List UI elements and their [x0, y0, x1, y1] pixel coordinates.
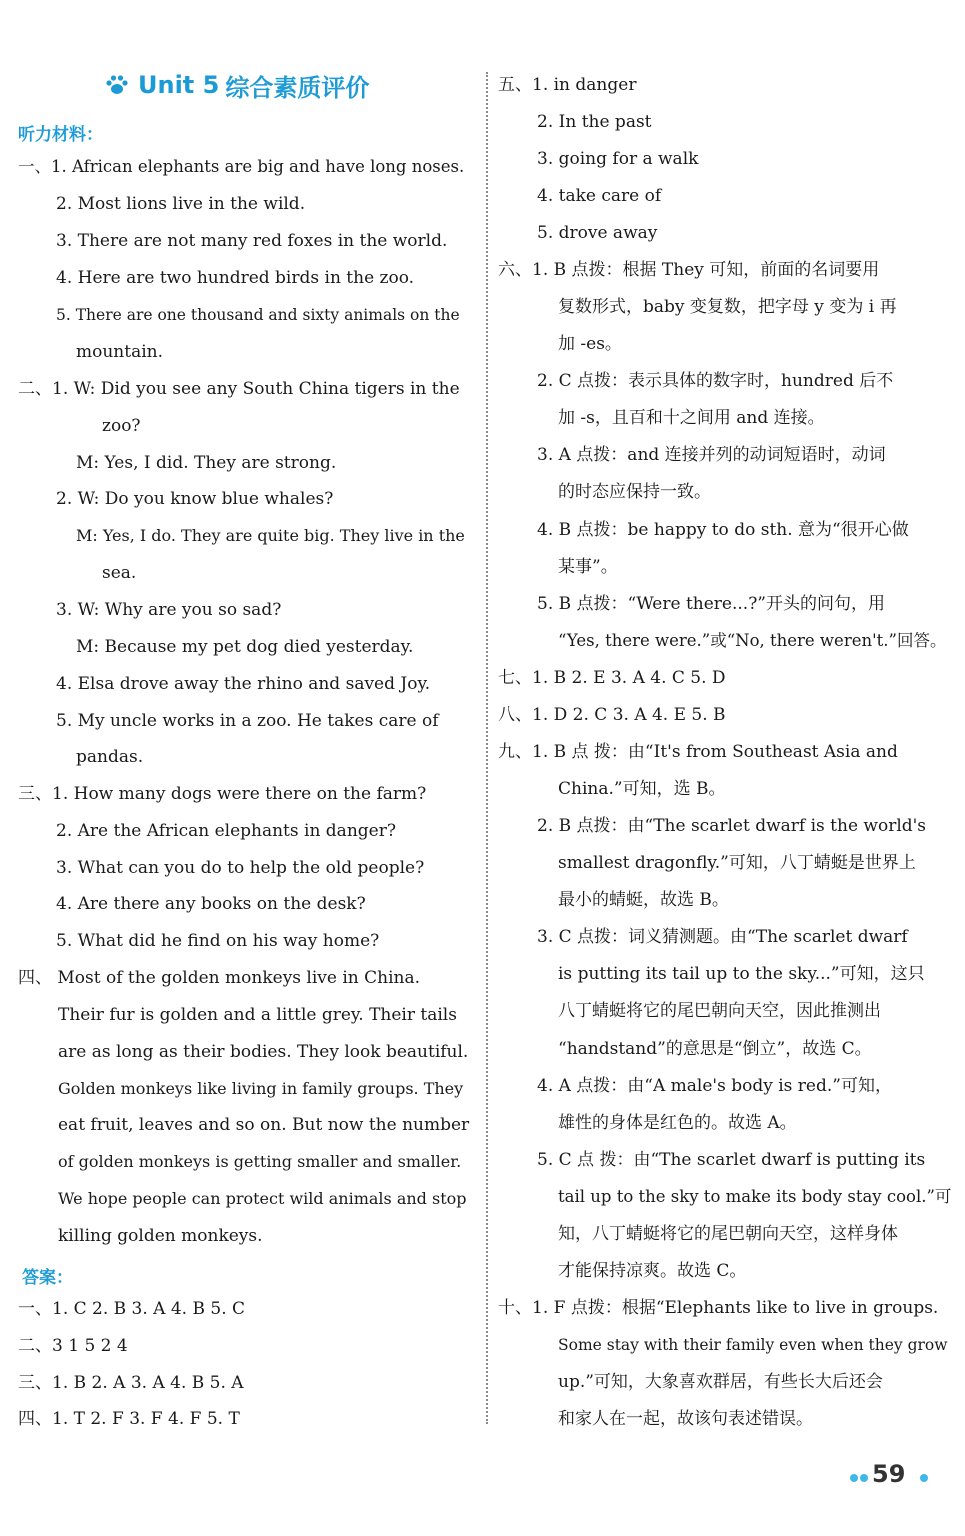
list-item: 三、1. How many dogs were there on the farm?	[18, 784, 427, 804]
page-title	[104, 68, 369, 102]
list-item: 七、1. B 2. E 3. A 4. C 5. D	[498, 668, 726, 688]
list-item: 3. There are not many red foxes in the world.	[56, 231, 448, 251]
list-item: 4. B 点拨：be happy to do sth. 意为“很开心做	[537, 520, 909, 540]
decor-dot	[850, 1474, 858, 1482]
list-item: 五、1. in danger	[498, 75, 637, 95]
list-item: 2. C 点拨：表示具体的数字时，hundred 后不	[537, 371, 894, 391]
list-item: 八、1. D 2. C 3. A 4. E 5. B	[498, 705, 726, 725]
list-item: 3. A 点拨：and 连接并列的动词短语时，动词	[537, 445, 886, 465]
list-item: 十、1. F 点拨：根据“Elephants like to live in groups.	[498, 1298, 939, 1318]
list-item: pandas.	[76, 747, 144, 767]
list-item: “handstand”的意思是“倒立”，故选 C。	[558, 1039, 872, 1059]
list-item: smallest dragonfly.”可知，八丁蜻蜓是世界上	[558, 853, 916, 873]
list-item: China.”可知，选 B。	[558, 779, 726, 799]
list-item: Their fur is golden and a little grey. Their tails	[58, 1005, 457, 1025]
list-item: 最小的蜻蜓，故选 B。	[558, 890, 729, 910]
list-item: 雄性的身体是红色的。故选 A。	[558, 1113, 797, 1133]
list-item: 和家人在一起，故该句表述错误。	[558, 1409, 813, 1429]
list-item: 5. There are one thousand and sixty animals on the	[56, 306, 460, 324]
list-item: 四、1. T 2. F 3. F 4. F 5. T	[18, 1409, 240, 1429]
title-unit: Unit 5	[138, 71, 220, 99]
list-item: 4. Here are two hundred birds in the zoo.	[56, 268, 415, 288]
list-item: 八丁蜻蜓将它的尾巴朝向天空，因此推测出	[558, 1001, 881, 1021]
list-item: 2. W: Do you know blue whales?	[56, 489, 334, 509]
list-item: 5. What did he find on his way home?	[56, 931, 380, 951]
list-item: We hope people can protect wild animals and stop	[58, 1189, 467, 1208]
list-item: 5. My uncle works in a zoo. He takes care of	[56, 711, 439, 731]
list-item: 2. Are the African elephants in danger?	[56, 821, 396, 841]
list-item: 知，八丁蜻蜓将它的尾巴朝向天空，这样身体	[558, 1224, 898, 1244]
decor-dot	[860, 1474, 868, 1482]
list-item: 六、1. B 点拨：根据 They 可知，前面的名词要用	[498, 260, 880, 280]
list-item: eat fruit, leaves and so on. But now the number	[58, 1115, 470, 1135]
list-item: up.”可知，大象喜欢群居，有些长大后还会	[558, 1372, 883, 1392]
list-item: 2. Most lions live in the wild.	[56, 194, 306, 214]
list-item: 某事”。	[558, 557, 618, 577]
listening-label: 听力材料：	[18, 125, 103, 145]
list-item: 4. A 点拨：由“A male's body is red.”可知，	[537, 1076, 892, 1096]
list-item: 一、1. African elephants are big and have long noses.	[18, 157, 465, 176]
list-item: 5. C 点 拨：由“The scarlet dwarf is putting its	[537, 1150, 926, 1170]
list-item: 3. What can you do to help the old people?	[56, 858, 425, 878]
list-item: 4. Are there any books on the desk?	[56, 894, 366, 914]
list-item: are as long as their bodies. They look beautiful.	[58, 1042, 469, 1062]
list-item: 3. C 点拨：词义猜测题。由“The scarlet dwarf	[537, 927, 908, 947]
list-item: Some stay with their family even when they grow	[558, 1336, 948, 1354]
paw-icon	[104, 73, 130, 97]
column-divider	[486, 72, 488, 1424]
list-item: tail up to the sky to make its body stay cool.”可	[558, 1187, 952, 1206]
list-item: zoo?	[102, 416, 141, 436]
list-item: 5. B 点拨：“Were there...?”开头的问句，用	[537, 594, 885, 614]
list-item: M: Because my pet dog died yesterday.	[76, 637, 414, 657]
list-item: 的时态应保持一致。	[558, 482, 711, 502]
list-item: 加 -s，且百和十之间用 and 连接。	[558, 408, 825, 428]
list-item: 2. B 点拨：由“The scarlet dwarf is the world's	[537, 816, 927, 836]
list-item: 2. In the past	[537, 112, 652, 132]
title-text: 综合素质评价	[225, 73, 370, 102]
list-item: 九、1. B 点 拨：由“It's from Southeast Asia and	[498, 742, 898, 762]
list-item: 5. drove away	[537, 223, 658, 243]
decor-dot	[920, 1474, 928, 1482]
list-item: 二、3 1 5 2 4	[18, 1336, 128, 1356]
list-item: 复数形式，baby 变复数，把字母 y 变为 i 再	[558, 297, 897, 317]
page-number: 59	[872, 1460, 906, 1488]
list-item: sea.	[102, 563, 137, 583]
list-item: of golden monkeys is getting smaller and smaller.	[58, 1152, 462, 1171]
list-item: 加 -es。	[558, 334, 622, 354]
list-item: M: Yes, I did. They are strong.	[76, 453, 337, 473]
list-item: 一、1. C 2. B 3. A 4. B 5. C	[18, 1299, 246, 1319]
list-item: mountain.	[76, 342, 164, 362]
list-item: 3. W: Why are you so sad?	[56, 600, 282, 620]
list-item: is putting its tail up to the sky...”可知，这只	[558, 964, 925, 984]
list-item: Golden monkeys like living in family groups. They	[58, 1079, 464, 1098]
list-item: 才能保持凉爽。故选 C。	[558, 1261, 747, 1281]
list-item: killing golden monkeys.	[58, 1226, 263, 1246]
list-item: “Yes, there were.”或“No, there weren't.”回答。	[558, 631, 947, 650]
list-item: 3. going for a walk	[537, 149, 699, 169]
answer-label: 答案：	[22, 1268, 73, 1288]
list-item: 二、1. W: Did you see any South China tigers in the	[18, 379, 460, 399]
list-item: 三、1. B 2. A 3. A 4. B 5. A	[18, 1373, 244, 1393]
list-item: M: Yes, I do. They are quite big. They live in the	[76, 526, 465, 545]
list-item: 4. Elsa drove away the rhino and saved Joy.	[56, 674, 431, 694]
list-item: 4. take care of	[537, 186, 662, 206]
list-item: 四、 Most of the golden monkeys live in China.	[18, 968, 421, 988]
